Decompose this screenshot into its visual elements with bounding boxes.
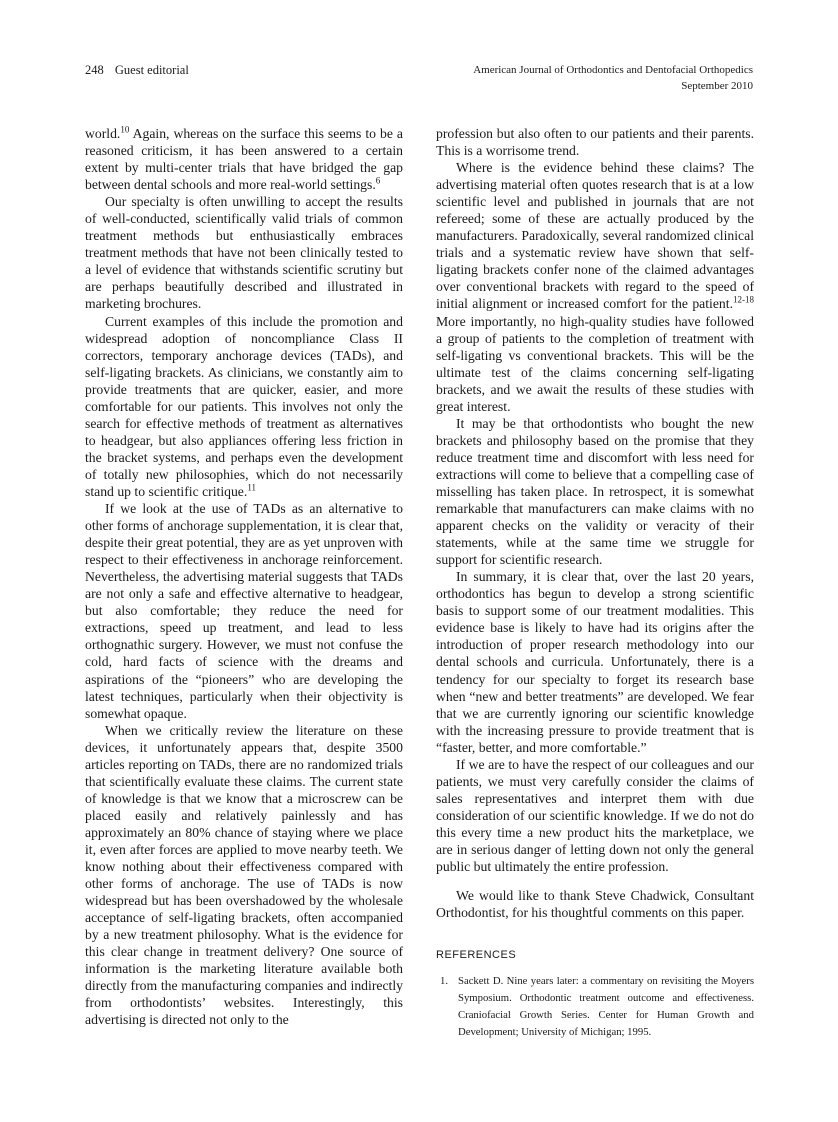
paragraph: Our specialty is often unwilling to accept the results of well-conducted, scientifically valid trials of common treatment methods but enthusiastically embraces treatment methods that have not been clinically tested to a level of evidence that withstands scientific scrutiny but are perhaps beautifully described and illustrated in marketing brochures.: [85, 194, 403, 312]
reference-item: [436, 973, 754, 1041]
paragraph: If we look at the use of TADs as an alternative to other forms of anchorage supplementation, it is clear that, despite their great potential, they are as yet unproven with respect to their effectiveness in anchorage reinforcement. Nevertheless, the advertising material suggests that TADs are not only a safe and effective alternative to headgear, but also comfortable; they reduce the need for extractions, speed up treatment, and lead to less orthognathic surgery. However, we must not confuse the cold, hard facts of science with the dreams and aspirations of the “pioneers” who are developing the latest techniques, particularly when their objectivity is somewhat opaque.: [85, 501, 403, 721]
citation: 6: [375, 175, 381, 186]
paragraph: Where is the evidence behind these claims? The advertising material often quotes research that is at a low scientific level and published in journals that are not refereed; some of these are actually produced by the manufacturers. Paradoxically, several randomized clinical trials and a systematic review have shown that self-ligating brackets confer none of the claimed advantages over conventional brackets with regard to the speed of initial alignment or increased comfort for the patient.$^{12-18}$ More importantly, no high-quality studies have followed a group of patients to the completion of treatment with self-ligating vs conventional brackets. This will be the ultimate test of the claims concerning self-ligating brackets, and we await the results of these studies with great interest.: [436, 160, 754, 414]
references-heading: REFERENCES: [436, 949, 517, 962]
paragraph: If we are to have the respect of our colleagues and our patients, we must very carefully consider the claims of sales representatives and interpret them with due consideration of our scientific knowledge. If we do not do this every time a new product hits the marketplace, we are in serious danger of letting down not only the general public but ultimately the entire profession.: [436, 756, 754, 875]
citation: 12-18: [733, 294, 754, 305]
reference-text: Sackett D. Nine years later: a commentary on revisiting the Moyers Symposium. Orthodontic treatment outcome and effectiveness. Craniofacial Growth Series. Center for Human Growth and Development; University of Michigan; 1995.: [458, 975, 754, 1039]
paragraph: profession but also often to our patients and their parents. This is a worrisome trend.: [436, 126, 754, 159]
reference-number: 1.: [440, 975, 449, 988]
paragraph: world.$^{10}$ Again, whereas on the surface this seems to be a reasoned criticism, it has been answered to a certain extent by multi-center trials that have bridged the gap between dental schools and more real-world settings.$^6$: [85, 124, 403, 193]
paragraph: When we critically review the literature on these devices, it unfortunately appears that, despite 3500 articles reporting on TADs, there are no randomized trials that scientifically evaluate these claims. The current state of knowledge is that we know that a microscrew can be placed easily and relatively painlessly and has approximately an 80% chance of staying where we place it, even after forces are applied to move nearby teeth. We know nothing about their effectiveness compared with other forms of anchorage. The use of TADs is now widespread but has been overshadowed by the wholesale acceptance of self-ligating brackets, often accompanied by a new treatment philosophy. What is the evidence for this clear change in treatment delivery? One source of information is the marketing literature available both directly from the manufacturing companies and indirectly from orthodontists’ websites. Interestingly, this advertising is directed not only to the: [85, 722, 403, 1028]
section-label: Guest editorial: [114, 63, 189, 77]
paragraph: It may be that orthodontists who bought the new brackets and philosophy based on the promise that they reduce treatment time and discomfort with less need for extractions will come to believe that a compelling case of misselling has taken place. In retrospect, it is somewhat remarkable that manufacturers can make claims with no apparent checks on the validity or veracity of their statements, while at the same time we struggle for support for scientific research.: [436, 415, 754, 568]
acknowledgment: We would like to thank Steve Chadwick, Consultant Orthodontist, for his thoughtful comments on this paper.: [436, 888, 754, 921]
issue-date: September 2010: [681, 80, 753, 92]
reference-list: [436, 973, 754, 1041]
citation: 10: [120, 124, 130, 135]
journal-title: American Journal of Orthodontics and Dentofacial Orthopedics: [473, 64, 753, 76]
page-number: 248: [85, 63, 104, 77]
running-header-left: [85, 63, 189, 78]
right-column: [436, 125, 754, 1041]
paragraph: In summary, it is clear that, over the last 20 years, orthodontics has begun to develop a strong scientific basis to support some of our treatment modalities. This evidence base is likely to have had its origins after the introduction of proper research methodology into our dental schools and curricula. Unfortunately, there is a tendency for our specialty to forget its research base when “new and better treatments” are developed. We fear that we are currently ignoring our scientific knowledge with the increasing pressure to provide treatment that is “faster, better, and more comfortable.”: [436, 569, 754, 755]
citation: 11: [247, 482, 256, 493]
paragraph: Current examples of this include the promotion and widespread adoption of noncompliance Class II correctors, temporary anchorage devices (TADs), and self-ligating brackets. As clinicians, we constantly aim to provide treatments that are quicker, easier, and more comfortable for our patients. This involves not only the search for effective methods of treatment as alternatives to headgear, but also appliances offering less friction in the bracket systems, and perhaps even the development of totally new philosophies, which do not necessarily stand up to scientific critique.$^{11}$: [85, 313, 403, 499]
left-column: [85, 125, 403, 1028]
running-header-right: [473, 62, 753, 94]
